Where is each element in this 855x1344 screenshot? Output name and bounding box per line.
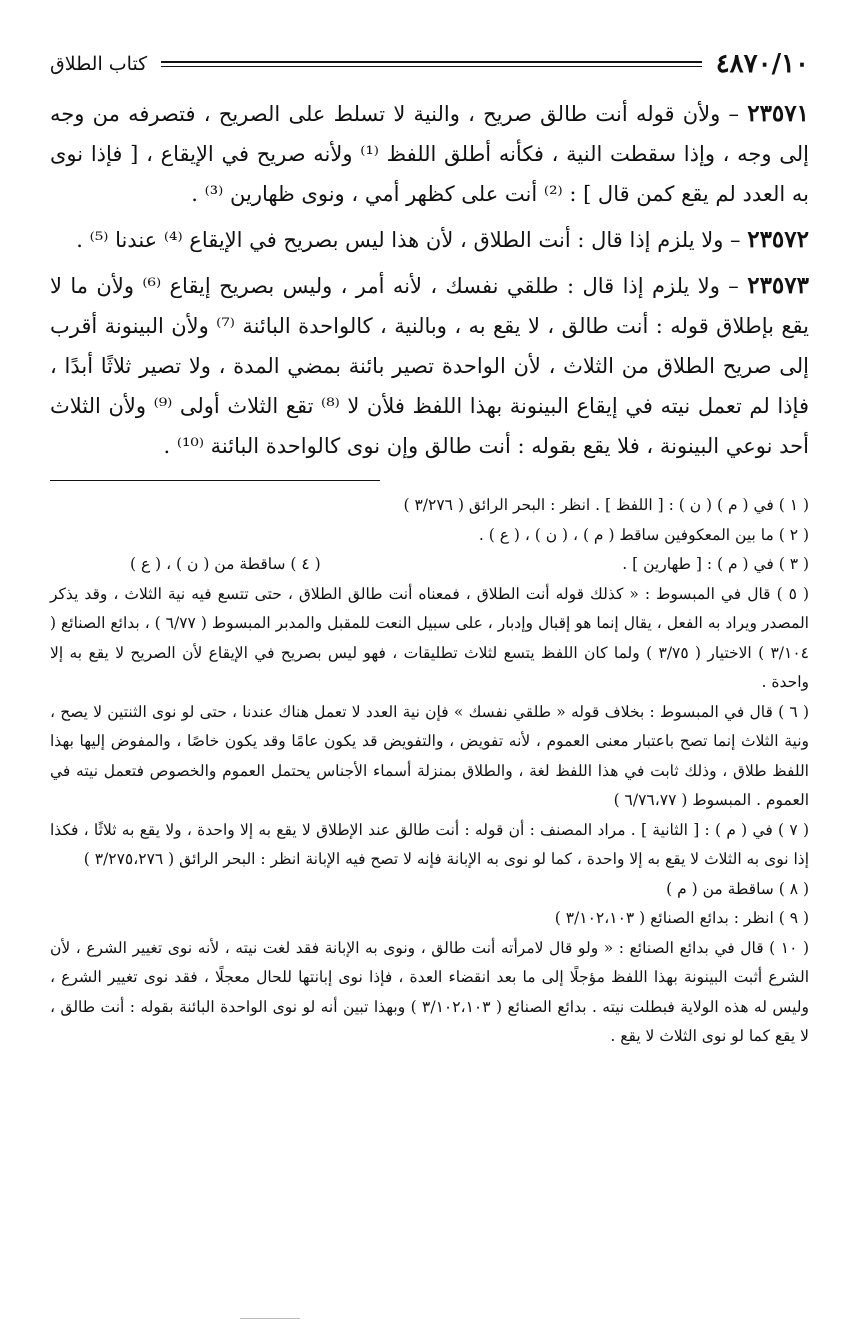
footnote: ( ٤ ) ساقطة من ( ن ) ، ( ع ) <box>130 555 321 573</box>
paragraph-text: – ولا يلزم إذا قال : أنت الطلاق ، لأن هذا ليس بصريح في الإيقاع ⁽⁴⁾ عندنا ⁽⁵⁾ . <box>76 228 748 252</box>
book-title: كتاب الطلاق <box>50 53 148 75</box>
footnote-separator <box>50 480 380 481</box>
footnote: ( ١٠ ) قال في بدائع الصنائع : « ولو قال لامرأته أنت طالق ، ونوى به الإبانة فقد لغت نيته ، لأنه نوى تغيير الشرع ، لأن الشرع أثبت البينونة بهذا اللفظ مؤجلًا إلى ما بعد انقضاء العدة ، فإذا نوى إبانتها للحال معجلًا ، فقد نوى تغيير الشرع ، وليس له هذه الولاية فبطلت نيته . بدائع الصنائع ( ٣/١٠٢،١٠٣ ) وبهذا تبين أنه لو نوى الواحدة البائنة بقوله : أنت طالق ، لا يقع كما لو نوى الثلاث لا يقع . <box>50 938 809 1045</box>
footnote: ( ٧ ) في ( م ) : [ الثانية ] . مراد المصنف : أن قوله : أنت طالق عند الإطلاق لا يقع به إلا واحدة ، ولا يقع به ثلاثًا ، فكذا إذا نوى به الثلاث لا يقع به إلا واحدة ، كما لو نوى به الإبانة فإنه لا تصح فيه الإبانة انظر : البحر الرائق ( ٣/٢٧٥،٢٧٦ ) <box>50 820 809 868</box>
footnote: ( ٥ ) قال في المبسوط : « كذلك قوله أنت الطلاق ، فمعناه أنت طالق الطلاق ، حتى تتسع فيه نية الثلاث ، وقد يذكر المصدر ويراد به الفعل ، يقال إنما هو إقبال وإدبار ، على سبيل النعت للمقبل والمدبر المبسوط ( ٦/٧٧ ) ، بدائع الصنائع ( ٣/١٠٤ ) الاختيار ( ٣/٧٥ ) ولما كان اللفظ يتسع لثلاث تطليقات ، فهو ليس بصريح في الإيقاع لأن الصريح لا يقع به إلا واحدة . <box>50 584 809 691</box>
footnote-row <box>50 875 809 905</box>
paragraph-text: – ولأن قوله أنت طالق صريح ، والنية لا تسلط على الصريح ، فتصرفه من وجه إلى وجه ، وإذا سقطت النية ، فكأنه أطلق اللفظ ⁽¹⁾ ولأنه صريح في الإيقاع ، [ فإذا نوى به العدد لم يقع كمن قال ] : ⁽²⁾ أنت على كظهر أمي ، ونوى ظهارين ⁽³⁾ . <box>50 102 809 206</box>
footnote: ( ٨ ) ساقطة من ( م ) <box>666 879 809 898</box>
page-header <box>50 44 809 84</box>
footnote: ( ٢ ) ما بين المعكوفين ساقط ( م ) ، ( ن ) ، ( ع ) . <box>478 525 809 544</box>
paragraph-text: – ولا يلزم إذا قال : طلقي نفسك ، لأنه أمر ، وليس بصريح إيقاع ⁽⁶⁾ ولأن ما لا يقع بإطلاق قوله : أنت طالق ، لا يقع به ، وبالنية ، كالواحدة البائنة ⁽⁷⁾ ولأن البينونة أقرب إلى صريح الطلاق من الثلاث ، لأن الواحدة تصير بائنة بمضي المدة ، ولا تصير ثلاثًا أبدًا ، فإذا لم تعمل نيته في إيقاع البينونة بهذا اللفظ فلأن لا ⁽⁸⁾ تقع الثلاث أولى ⁽⁹⁾ ولأن الثلاث أحد نوعي البينونة ، فلا يقع بقوله : أنت طالق وإن نوى كالواحدة البائنة ⁽¹⁰⁾ . <box>50 274 809 458</box>
page-number: ٤٨٧٠/١٠ <box>715 49 809 79</box>
header-rule <box>161 61 701 67</box>
paragraph-number: ٢٣٥٧١ <box>747 100 809 127</box>
footnote-row <box>50 550 809 580</box>
main-text <box>50 94 809 466</box>
paragraph <box>50 266 809 466</box>
footnote: ( ٦ ) قال في المبسوط : بخلاف قوله « طلقي نفسك » فإن نية العدد لا تعمل هناك عندنا ، حتى لو نوى الثنتين لا يصح ، ونية الثلاث إنما تصح باعتبار معنى العموم ، لأنه تفويض ، والتفويض قد يكون عامًا وقد يكون خاصًا ، والمفوض إليها بهذا اللفظ طلاق ، وذلك ثابت في هذا اللفظ لغة ، والطلاق بمنزلة أسماء الأجناس يحتمل العموم والخصوص فتعمل نيته في العموم . المبسوط ( ٦/٧٦،٧٧ ) <box>50 702 809 809</box>
footnotes <box>50 491 809 1052</box>
footnote: ( ١ ) في ( م ) ( ن ) : [ اللفظ ] . انظر : البحر الرائق ( ٣/٢٧٦ ) <box>403 496 809 514</box>
paragraph <box>50 220 809 260</box>
footnote: ( ٩ ) انظر : بدائع الصنائع ( ٣/١٠٢،١٠٣ ) <box>554 909 809 927</box>
paragraph <box>50 94 809 214</box>
paragraph-number: ٢٣٥٧٢ <box>747 226 809 253</box>
footnote: ( ٣ ) في ( م ) : [ طهارين ] . <box>622 555 809 573</box>
paragraph-number: ٢٣٥٧٣ <box>747 272 809 299</box>
page-end-mark <box>240 1318 300 1319</box>
